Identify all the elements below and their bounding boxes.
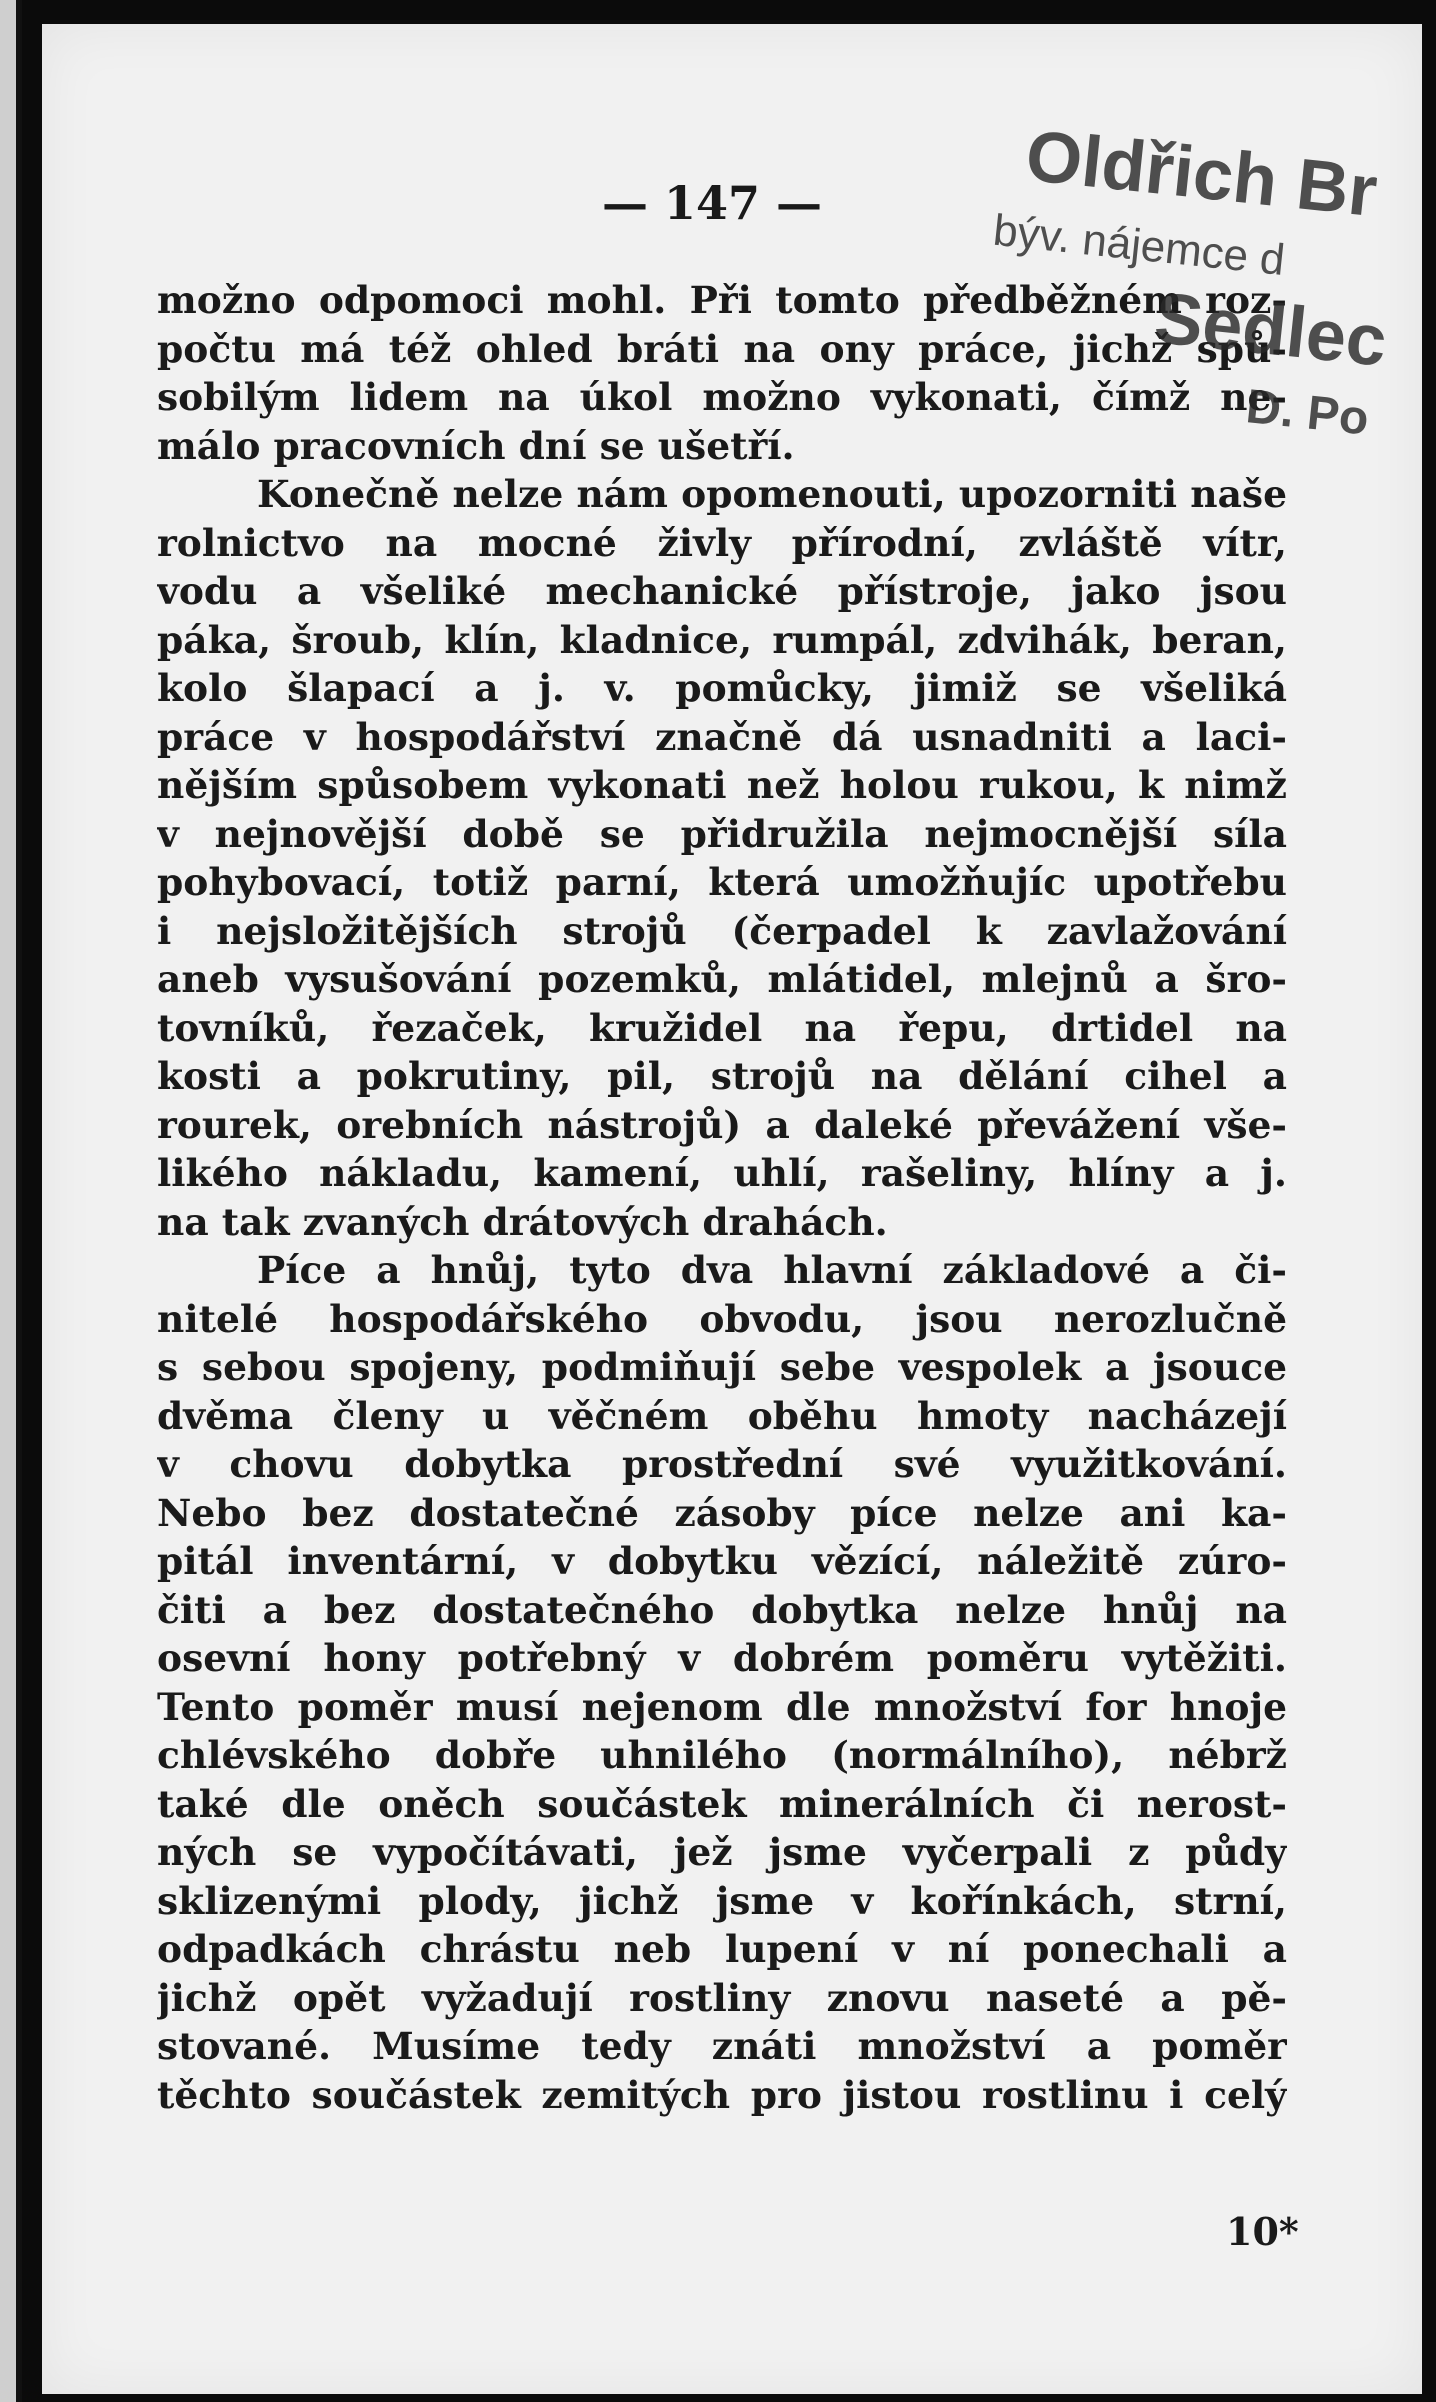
text-line-35: odpadkách chrástu neb lupení v ní ponechali a bbox=[157, 1927, 1287, 1971]
text-line-28: čiti a bez dostatečného dobytka nelze hnůj na bbox=[157, 1587, 1287, 1632]
text-line-3: sobilým lidem na úkol možno vykonati, čímž ne- bbox=[157, 375, 1287, 419]
book-page bbox=[42, 24, 1422, 2394]
text-line-17: kosti a pokrutiny, pil, strojů na dělání cihel a bbox=[157, 1054, 1287, 1098]
text-line-13: pohybovací, totiž parní, která umožňujíc upotřebu bbox=[157, 860, 1287, 904]
text-line-19: likého nákladu, kamení, uhlí, rašeliny, hlíny a j. bbox=[157, 1151, 1287, 1195]
text-line-31: chlévského dobře uhnilého (normálního), nébrž bbox=[157, 1733, 1287, 1777]
page-number: — 147 — bbox=[602, 176, 823, 230]
text-line-33: ných se vypočítávati, jež jsme vyčerpali z půdy bbox=[157, 1830, 1287, 1874]
text-line-22: nitelé hospodářského obvodu, jsou nerozlučně bbox=[157, 1296, 1287, 1341]
stamp-role: býv. nájemce d bbox=[990, 205, 1288, 286]
stamp-name: Oldřich Br bbox=[1022, 115, 1381, 233]
text-line-4: málo pracovních dní se ušetří. bbox=[157, 423, 795, 468]
text-line-1: možno odpomoci mohl. Při tomto předběžném roz- bbox=[157, 278, 1287, 322]
text-line-27: pitál inventární, v dobytku vězící, náležitě zúro- bbox=[157, 1539, 1287, 1583]
stamp-extra: D. Po bbox=[1243, 380, 1372, 446]
text-line-11: nějším spůsobem vykonati než holou rukou, k nimž bbox=[157, 763, 1287, 807]
text-line-8: páka, šroub, klín, kladnice, rumpál, zdvihák, beran, bbox=[157, 617, 1287, 662]
text-line-21: Píce a hnůj, tyto dva hlavní základové a či- bbox=[257, 1248, 1287, 1292]
text-line-32: také dle oněch součástek minerálních či nerost- bbox=[157, 1781, 1287, 1826]
signature-mark: 10* bbox=[1226, 2209, 1299, 2254]
text-line-20: na tak zvaných drátových drahách. bbox=[157, 1199, 888, 1244]
text-line-30: Tento poměr musí nejenom dle množství for hnoje bbox=[157, 1684, 1287, 1729]
text-line-16: tovníků, řezaček, kružidel na řepu, drtidel na bbox=[157, 1005, 1287, 1050]
adjacent-page-edge bbox=[0, 0, 22, 2402]
text-line-12: v nejnovější době se přidružila nejmocnější síla bbox=[157, 811, 1287, 856]
text-line-9: kolo šlapací a j. v. pomůcky, jimiž se všeliká bbox=[157, 666, 1287, 710]
text-line-10: práce v hospodářství značně dá usnadniti a laci- bbox=[157, 714, 1287, 759]
text-line-29: osevní hony potřebný v dobrém poměru vytěžiti. bbox=[157, 1636, 1287, 1680]
text-line-7: vodu a všeliké mechanické přístroje, jako jsou bbox=[157, 569, 1287, 613]
text-line-2: počtu má též ohled bráti na ony práce, jichž spů- bbox=[157, 326, 1287, 371]
text-line-38: těchto součástek zemitých pro jistou rostlinu i celý bbox=[157, 2072, 1287, 2117]
text-line-18: rourek, orebních nástrojů) a daleké převážení vše- bbox=[157, 1102, 1287, 1147]
body-text bbox=[157, 276, 1287, 2119]
stamp-place: Sedlec bbox=[1151, 278, 1391, 382]
text-line-26: Nebo bez dostatečné zásoby píce nelze ani ka- bbox=[157, 1490, 1287, 1535]
text-line-14: i nejsložitějších strojů (čerpadel k zavlažování bbox=[157, 908, 1287, 953]
text-line-36: jichž opět vyžadují rostliny znovu naseté a pě- bbox=[157, 1975, 1287, 2020]
text-line-24: dvěma členy u věčném oběhu hmoty nacházejí bbox=[157, 1393, 1287, 1438]
text-line-6: rolnictvo na mocné živly přírodní, zvláště vítr, bbox=[157, 520, 1287, 565]
text-line-34: sklizenými plody, jichž jsme v kořínkách, strní, bbox=[157, 1878, 1287, 1923]
text-line-15: aneb vysušování pozemků, mlátidel, mlejnů a šro- bbox=[157, 957, 1287, 1001]
text-line-37: stované. Musíme tedy znáti množství a poměr bbox=[157, 2024, 1287, 2068]
text-line-25: v chovu dobytka prostřední své využitkování. bbox=[157, 1442, 1287, 1486]
text-line-23: s sebou spojeny, podmiňují sebe vespolek a jsouce bbox=[157, 1345, 1287, 1389]
text-line-5: Konečně nelze nám opomenouti, upozorniti naše bbox=[257, 472, 1287, 516]
